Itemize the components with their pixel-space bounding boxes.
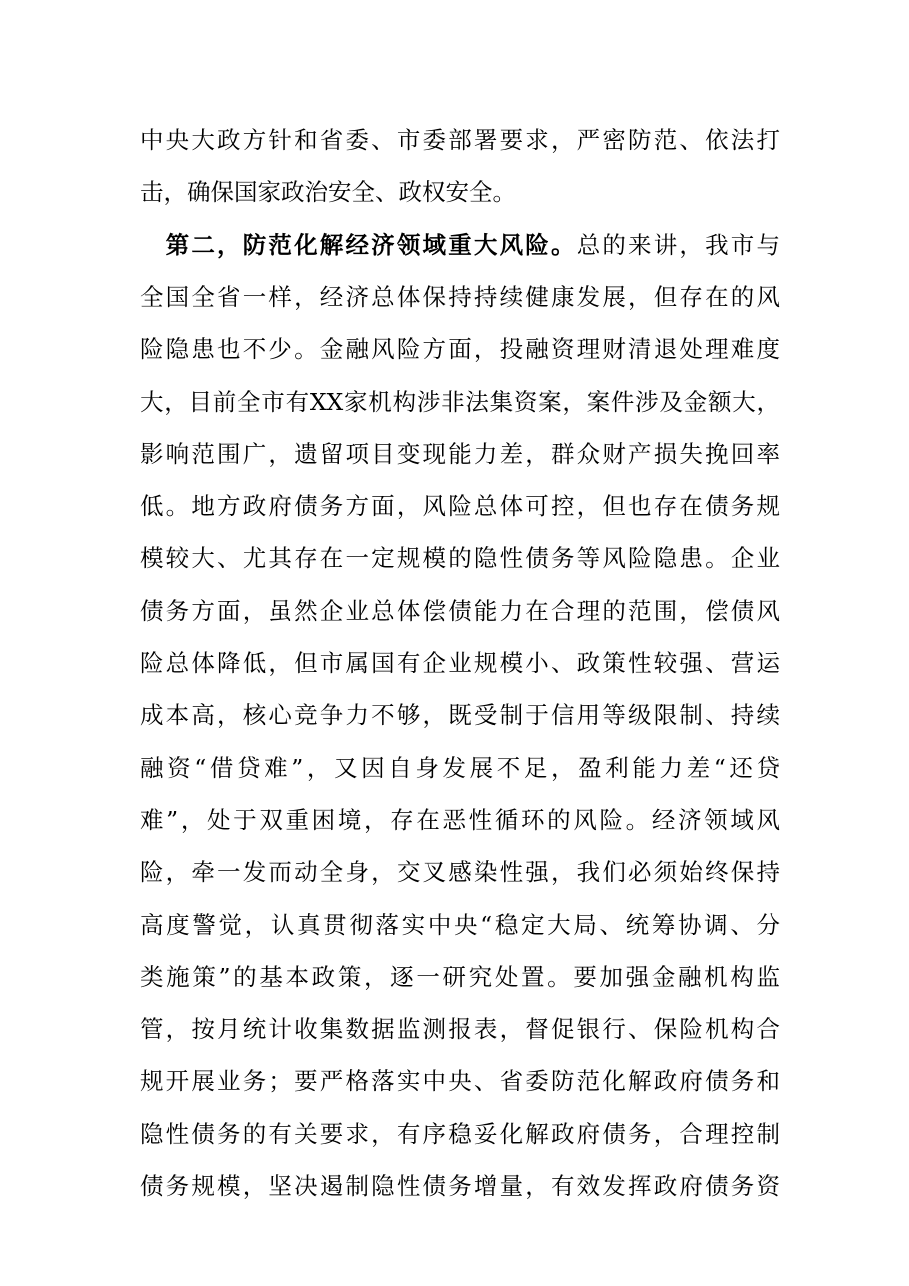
text-line xyxy=(140,591,780,631)
body-text: 险总体降低，但市属国有企业规模小、政策性较强、营运 xyxy=(140,649,780,677)
body-text: 难”，处于双重困境，存在恶性循环的风险。经济领域风 xyxy=(140,805,780,834)
text-line xyxy=(140,905,780,945)
text-line xyxy=(140,225,780,265)
text-line xyxy=(140,643,780,683)
text-line xyxy=(140,329,780,369)
text-line xyxy=(140,1009,780,1049)
body-text: 影响范围广，遗留项目变现能力差，群众财产损失挽回率 xyxy=(140,439,780,468)
text-line xyxy=(140,277,780,317)
text-line xyxy=(140,695,780,735)
body-text: 险隐患也不少。金融风险方面，投融资理财清退处理难度 xyxy=(140,335,780,364)
body-text: 高度警觉，认真贯彻落实中央“稳定大局、统筹协调、分 xyxy=(140,910,780,939)
body-text: 全国全省一样，经济总体保持持续健康发展，但存在的风 xyxy=(140,282,780,311)
body-text: 融资“借贷难”，又因自身发展不足，盈利能力差“还贷 xyxy=(140,753,780,782)
body-text: 管，按月统计收集数据监测报表，督促银行、保险机构合 xyxy=(140,1015,780,1044)
body-text: 规开展业务；要严格落实中央、省委防范化解政府债务和 xyxy=(140,1067,780,1096)
text-line xyxy=(140,382,780,422)
body-text: 大，目前全市有XX家机构涉非法集资案，案件涉及金额大， xyxy=(140,387,780,416)
body-text: 债务规模，坚决遏制隐性债务增量，有效发挥政府债务资 xyxy=(140,1172,780,1200)
text-line xyxy=(140,486,780,526)
body-text: 中央大政方针和省委、市委部署要求，严密防范、依法打 xyxy=(140,126,780,154)
text-line xyxy=(140,538,780,578)
text-line xyxy=(140,120,780,160)
text-line xyxy=(140,957,780,997)
bold-heading-text: 第二，防范化解经济领域重大风险。 xyxy=(140,230,577,259)
body-text: 隐性债务的有关要求，有序稳妥化解政府债务，合理控制 xyxy=(140,1119,780,1148)
text-line xyxy=(140,748,780,788)
body-text: 模较大、尤其存在一定规模的隐性债务等风险隐患。企业 xyxy=(140,544,780,573)
body-text: 类施策”的基本政策，逐一研究处置。要加强金融机构监 xyxy=(140,962,780,991)
body-text: 低。地方政府债务方面，风险总体可控，但也存在债务规 xyxy=(140,492,780,521)
text-line xyxy=(140,1061,780,1101)
body-text: 击，确保国家政治安全、政权安全。 xyxy=(140,178,516,207)
body-text: 总的来讲，我市与 xyxy=(576,230,780,259)
body-text: 债务方面，虽然企业总体偿债能力在合理的范围，偿债风 xyxy=(140,596,780,625)
body-text: 险，牵一发而动全身，交叉感染性强，我们必须始终保持 xyxy=(140,858,780,887)
text-line xyxy=(140,434,780,474)
body-text: 成本高，核心竞争力不够，既受制于信用等级限制、持续 xyxy=(140,701,780,730)
text-line xyxy=(140,1166,780,1206)
text-line xyxy=(140,800,780,840)
text-line xyxy=(140,852,780,892)
text-line xyxy=(140,172,780,212)
text-line xyxy=(140,1114,780,1154)
